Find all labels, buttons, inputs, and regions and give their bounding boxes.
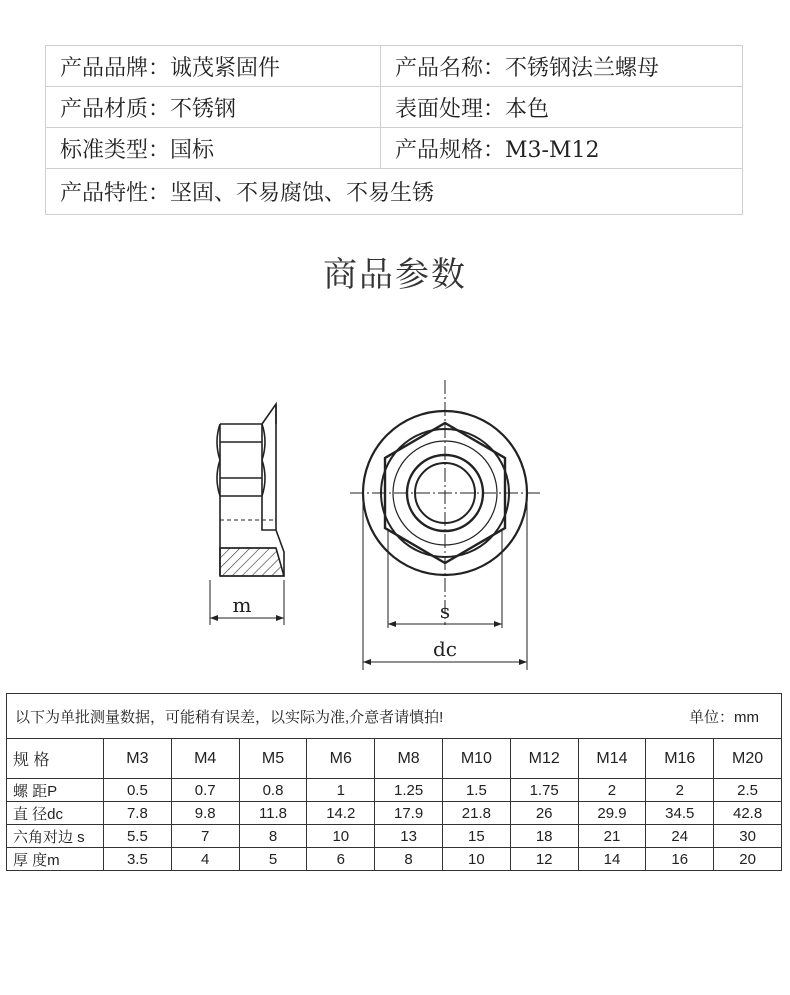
spec-note-row [7, 694, 782, 739]
spec-row-label: 螺 距P [7, 779, 104, 802]
spec-data-row [7, 779, 782, 802]
spec-value-cell: 1.5 [442, 779, 510, 802]
spec-note-cell [7, 694, 782, 739]
spec-value-cell: 1 [307, 779, 375, 802]
info-key: 产品名称： [395, 55, 506, 81]
spec-value-cell: 12 [510, 848, 578, 871]
spec-value-cell: 20 [714, 848, 782, 871]
info-key: 表面处理： [395, 96, 506, 122]
spec-size-header: M10 [442, 739, 510, 779]
spec-value-cell: 1.25 [375, 779, 443, 802]
spec-data-row [7, 848, 782, 871]
spec-value-cell: 5.5 [104, 825, 172, 848]
info-cell [381, 87, 743, 128]
spec-value-cell: 0.7 [171, 779, 239, 802]
spec-value-cell: 42.8 [714, 802, 782, 825]
info-key: 产品特性： [60, 181, 171, 206]
flange-nut-drawing [180, 380, 580, 675]
spec-value-cell: 10 [442, 848, 510, 871]
info-value: 本色 [505, 96, 550, 122]
spec-value-cell: 6 [307, 848, 375, 871]
spec-value-cell: 24 [646, 825, 714, 848]
spec-value-cell: 21 [578, 825, 646, 848]
spec-data-row [7, 825, 782, 848]
info-key: 产品品牌： [60, 55, 171, 81]
info-row [46, 87, 743, 128]
spec-table [6, 693, 782, 871]
spec-value-cell: 3.5 [104, 848, 172, 871]
spec-row-label: 直 径dc [7, 802, 104, 825]
info-value: 诚茂紧固件 [170, 55, 281, 81]
spec-value-cell: 9.8 [171, 802, 239, 825]
info-key: 产品规格： [395, 137, 506, 163]
info-cell [46, 87, 381, 128]
spec-value-cell: 8 [239, 825, 307, 848]
spec-note: 以下为单批测量数据，可能稍有误差，以实际为准,介意者请慎拍! [15, 708, 444, 726]
front-view [350, 380, 542, 670]
spec-row-label: 厚 度m [7, 848, 104, 871]
spec-value-cell: 17.9 [375, 802, 443, 825]
spec-size-header: M16 [646, 739, 714, 779]
spec-value-cell: 2 [578, 779, 646, 802]
info-row-feature [46, 169, 743, 215]
spec-value-cell: 30 [714, 825, 782, 848]
spec-header-row [7, 739, 782, 779]
spec-size-header: M20 [714, 739, 782, 779]
spec-value-cell: 34.5 [646, 802, 714, 825]
info-key: 产品材质： [60, 96, 171, 122]
spec-value-cell: 29.9 [578, 802, 646, 825]
info-cell [381, 128, 743, 169]
spec-size-header: M12 [510, 739, 578, 779]
spec-size-header: M3 [104, 739, 172, 779]
spec-value-cell: 7 [171, 825, 239, 848]
spec-value-cell: 4 [171, 848, 239, 871]
info-row [46, 128, 743, 169]
spec-value-cell: 10 [307, 825, 375, 848]
spec-value-cell: 1.75 [510, 779, 578, 802]
spec-value-cell: 14.2 [307, 802, 375, 825]
info-value: 不锈钢法兰螺母 [505, 55, 660, 81]
spec-data-row [7, 802, 782, 825]
spec-value-cell: 26 [510, 802, 578, 825]
product-info-table [45, 45, 743, 215]
info-value: 国标 [170, 137, 215, 163]
dimension-label-m: m [232, 593, 252, 617]
spec-value-cell: 16 [646, 848, 714, 871]
info-value: 坚固、不易腐蚀、不易生锈 [170, 181, 435, 206]
spec-value-cell: 0.8 [239, 779, 307, 802]
info-value: 不锈钢 [170, 96, 237, 122]
info-value: M3-M12 [505, 137, 600, 163]
spec-value-cell: 13 [375, 825, 443, 848]
info-row [46, 46, 743, 87]
spec-value-cell: 18 [510, 825, 578, 848]
info-cell [46, 46, 381, 87]
spec-size-header: M8 [375, 739, 443, 779]
info-cell [46, 128, 381, 169]
info-cell [381, 46, 743, 87]
spec-size-header: M6 [307, 739, 375, 779]
spec-value-cell: 0.5 [104, 779, 172, 802]
spec-size-header: M4 [171, 739, 239, 779]
spec-value-cell: 5 [239, 848, 307, 871]
spec-value-cell: 15 [442, 825, 510, 848]
spec-value-cell: 21.8 [442, 802, 510, 825]
section-heading: 商品参数 [323, 255, 467, 295]
spec-value-cell: 14 [578, 848, 646, 871]
spec-value-cell: 11.8 [239, 802, 307, 825]
info-cell [46, 169, 743, 215]
info-key: 标准类型： [60, 137, 171, 163]
side-view [210, 404, 284, 625]
spec-size-header: M5 [239, 739, 307, 779]
spec-value-cell: 2 [646, 779, 714, 802]
spec-unit: 单位：mm [689, 708, 759, 726]
spec-value-cell: 8 [375, 848, 443, 871]
dimension-label-dc: dc [432, 637, 458, 661]
spec-size-header: M14 [578, 739, 646, 779]
dimension-label-s: s [439, 599, 451, 623]
spec-row-label: 六角对边 s [7, 825, 104, 848]
spec-header-label: 规 格 [7, 739, 104, 779]
spec-value-cell: 7.8 [104, 802, 172, 825]
spec-value-cell: 2.5 [714, 779, 782, 802]
